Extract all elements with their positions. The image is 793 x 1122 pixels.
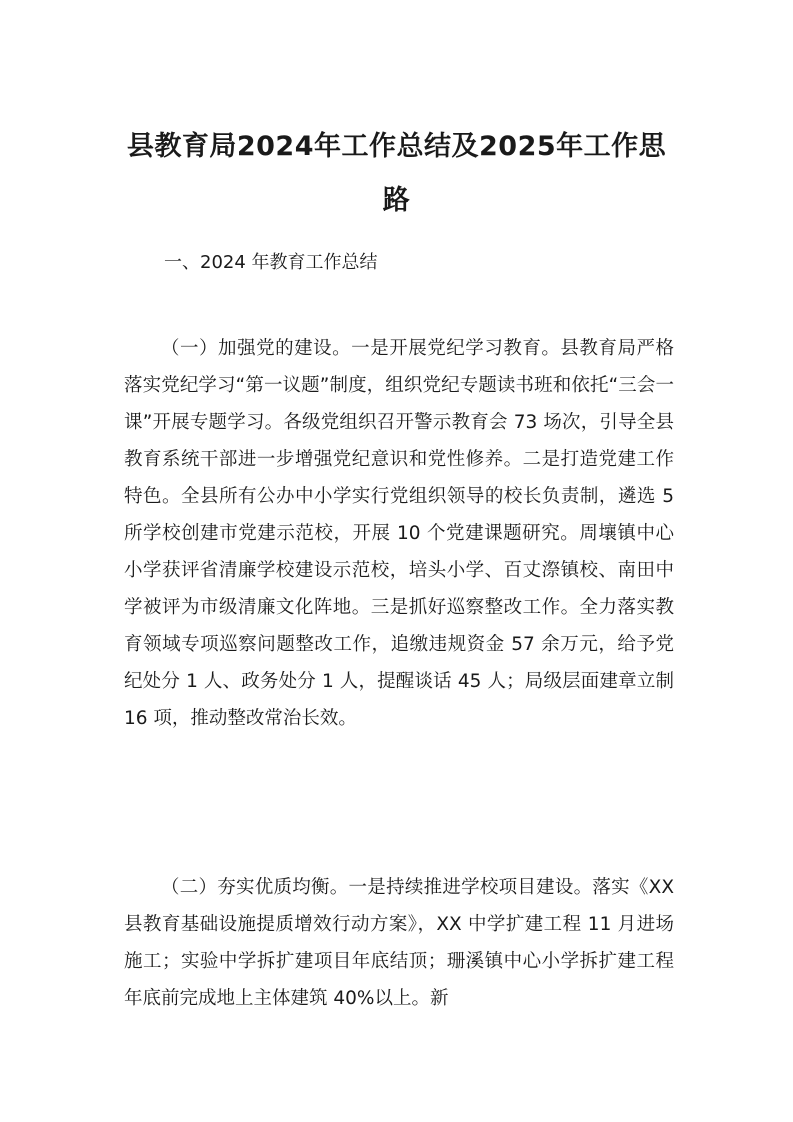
title-line-1: 县教育局2024年工作总结及2025年工作思 — [126, 131, 667, 162]
document-title — [100, 120, 693, 228]
section-heading-1: 一、2024 年教育工作总结 — [164, 252, 378, 273]
title-line-2: 路 — [382, 185, 411, 216]
paragraph-quality-balance: （二）夯实优质均衡。一是持续推进学校项目建设。落实《XX 县教育基础设施提质增效行动方案》，XX 中学扩建工程 11 月进场施工；实验中学拆扩建项目年底结顶；珊溪镇中心小学拆扩建工程年底前完成地上主体建筑 40%以上。新 — [124, 877, 674, 1009]
paragraph-party-building: （一）加强党的建设。一是开展党纪学习教育。县教育局严格落实党纪学习“第一议题”制度，组织党纪专题读书班和依托“三会一课”开展专题学习。各级党组织召开警示教育会 73 场次，引导全县教育系统干部进一步增强党纪意识和党性修养。二是打造党建工作特色。全县所有公办中小学实行党组织领导的校长负责制，遴选 5 所学校创建市党建示范校，开展 10 个党建课题研究。周壤镇中心小学获评省清廉学校建设示范校，培头小学、百丈漈镇校、南田中学被评为市级清廉文化阵地。三是抓好巡察整改工作。全力落实教育领域专项巡察问题整改工作，追缴违规资金 57 余万元，给予党纪处分 1 人、政务处分 1 人，提醒谈话 45 人；局级层面建章立制 16 项，推动整改常治长效。 — [124, 338, 674, 729]
